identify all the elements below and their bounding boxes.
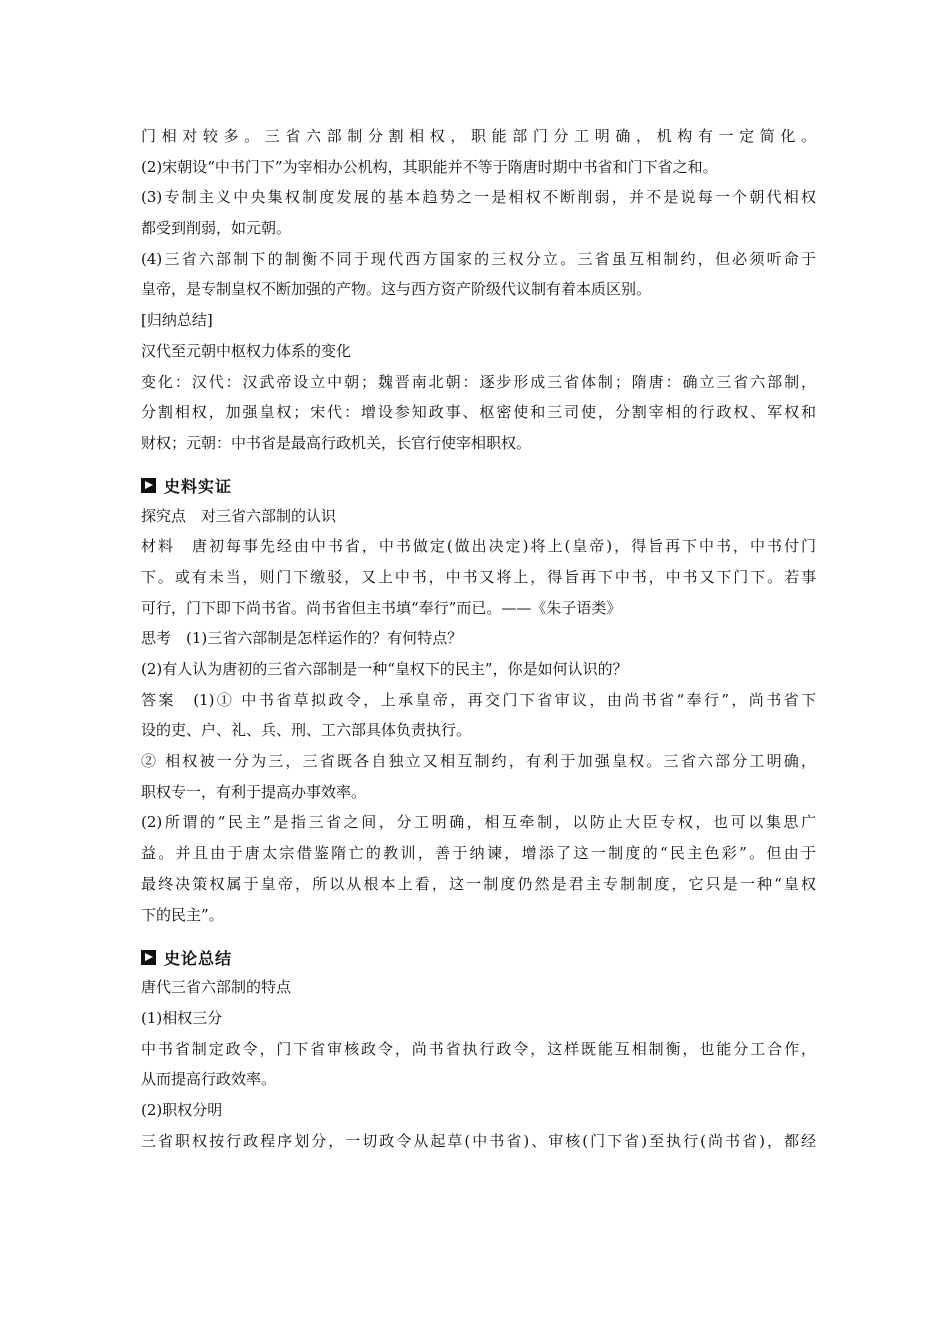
answer-line: 下的民主”。 — [141, 905, 224, 924]
evidence-section — [141, 471, 816, 931]
text-line: 三省职权按行政程序划分，一切政令从起草(中书省)、审核(门下省)至执行(尚书省)，都经 — [141, 1131, 816, 1150]
section-heading-text: 史料实证 — [164, 477, 233, 497]
answer-line: 设的吏、户、礼、兵、刑、工六部具体负责执行。 — [141, 721, 472, 740]
question-line: (2)有人认为唐初的三省六部制是一种“皇权下的民主”，你是如何认识的？ — [141, 660, 628, 678]
answer-line: 答案 (1)① 中书省草拟政令，上承皇帝，再交门下省审议，由尚书省“奉行”，尚书省下 — [141, 690, 816, 709]
text-line: 中书省制定政令，门下省审核政令，尚书省执行政令，这样既能互相制衡，也能分工合作， — [141, 1039, 816, 1058]
section-heading-text: 史论总结 — [164, 948, 233, 968]
text-line: 变化：汉代：汉武帝设立中朝；魏晋南北朝：逐步形成三省体制；隋唐：确立三省六部制， — [141, 372, 816, 391]
summary-label: [归纳总结] — [141, 311, 213, 330]
text-line: 皇帝，是专制皇权不断加强的产物。这与西方资产阶级代议制有着本质区别。 — [141, 280, 652, 299]
material-line: 可行，门下即下尚书省。尚书省但主书填“奉行”而已。——《朱子语类》 — [141, 598, 622, 617]
document-page — [141, 121, 816, 1156]
text-line: 从而提高行政效率。 — [141, 1070, 277, 1089]
answer-line: ② 相权被一分为三，三省既各自独立又相互制约，有利于加强皇权。三省六部分工明确， — [141, 752, 816, 771]
inquiry-point: 探究点 对三省六部制的认识 — [141, 506, 337, 525]
summary-title: 汉代至元朝中枢权力体系的变化 — [141, 341, 352, 360]
summary-section — [141, 942, 816, 1156]
answer-line: 职权专一，有利于提高办事效率。 — [141, 782, 367, 801]
material-line: 下。或有未当，则门下缴驳，又上中书，中书又将上，得旨再下中书，中书又下门下。若事 — [141, 567, 816, 586]
text-line: (4)三省六部制下的制衡不同于现代西方国家的三权分立。三省虽互相制约，但必须听命于 — [141, 249, 816, 268]
answer-line: 最终决策权属于皇帝，所以从根本上看，这一制度仍然是君主专制制度，它只是一种“皇权 — [141, 874, 816, 893]
material-line: 材料 唐初每事先经由中书省，中书做定(做出决定)将上(皇帝)，得旨再下中书，中书付门 — [141, 537, 816, 556]
text-line: 都受到削弱，如元朝。 — [141, 219, 292, 238]
play-triangle-icon — [141, 950, 156, 965]
text-line: 财权；元朝：中书省是最高行政机关，长官行使宰相职权。 — [141, 433, 532, 452]
point-title: (1)相权三分 — [141, 1008, 223, 1027]
text-line: 分割相权，加强皇权；宋代：增设参知政事、枢密使和三司使，分割宰相的行政权、军权和 — [141, 403, 816, 422]
intro-section — [141, 121, 816, 459]
point-title: (2)职权分明 — [141, 1100, 223, 1119]
section-heading — [141, 471, 816, 501]
summary-subtitle: 唐代三省六部制的特点 — [141, 978, 292, 997]
text-line: (2)宋朝设“中书门下”为宰相办公机构，其职能并不等于隋唐时期中书省和门下省之和。 — [141, 157, 718, 176]
text-line: (3)专制主义中央集权制度发展的基本趋势之一是相权不断削弱，并不是说每一个朝代相权 — [141, 188, 816, 207]
question-line: 思考 (1)三省六部制是怎样运作的？有何特点？ — [141, 629, 463, 648]
play-triangle-icon — [141, 478, 156, 493]
answer-line: (2)所谓的“民主”是指三省之间，分工明确，相互牵制，以防止大臣专权，也可以集思广 — [141, 813, 816, 832]
text-line: 门相对较多。三省六部制分割相权，职能部门分工明确，机构有一定简化。 — [141, 127, 816, 145]
section-heading — [141, 942, 816, 972]
answer-line: 益。并且由于唐太宗借鉴隋亡的教训，善于纳谏，增添了这一制度的“民主色彩”。但由于 — [141, 844, 816, 863]
